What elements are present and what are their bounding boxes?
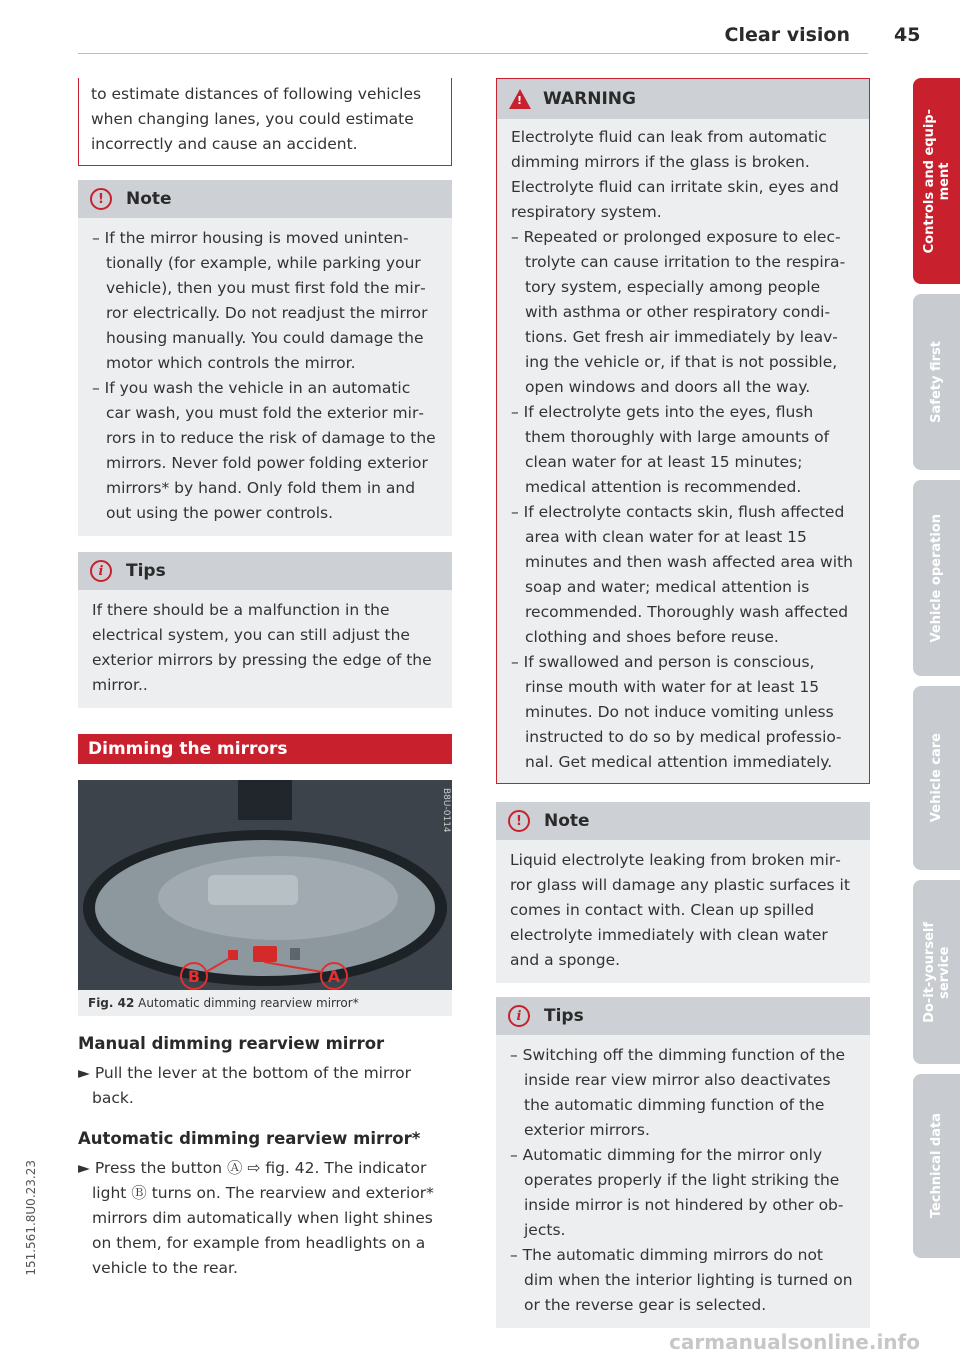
- right-column: [496, 78, 870, 1328]
- note-title-right: Note: [544, 811, 590, 831]
- tab-do-it-yourself-service[interactable]: [913, 880, 960, 1064]
- tab-vehicle-operation[interactable]: [913, 480, 960, 676]
- note-header: [78, 180, 452, 218]
- exclamation-circle-icon: !: [508, 810, 530, 832]
- figure-caption-text: Automatic dimming rearview mirror*: [138, 996, 359, 1010]
- tips-header-right: [496, 997, 870, 1035]
- manual-dimming-text: ► Pull the lever at the bottom of the mirror back.: [78, 1064, 411, 1107]
- tips-header: [78, 552, 452, 590]
- tips-body-right: [496, 1035, 870, 1328]
- left-column: [78, 78, 452, 1281]
- note-body-right: Liquid electrolyte leaking from broken mirror glass will damage any plastic surfaces it comes in contact with. Clean up spilled electrolyte immediately with clean water and a sponge.: [510, 851, 850, 969]
- note-item: – If you wash the vehicle in an automatic car wash, you must fold the exterior mirrors in to reduce the risk of damage to the mirrors. Never fold power folding exterior mirrors* by hand. Only fold them in and out using the power controls.: [92, 379, 436, 522]
- note-body: [78, 218, 452, 536]
- page-number: 45: [894, 24, 921, 46]
- warning-title: WARNING: [543, 89, 636, 109]
- mirror-figure: [78, 780, 452, 990]
- tips-title-right: Tips: [544, 1006, 584, 1026]
- mirror-illustration: [78, 780, 452, 990]
- note-box-right: [496, 802, 870, 983]
- note-title: Note: [126, 189, 172, 209]
- tab-technical-data[interactable]: [913, 1074, 960, 1258]
- note-box: [78, 180, 452, 536]
- warning-header: [497, 79, 869, 119]
- tab-vehicle-care[interactable]: [913, 686, 960, 870]
- watermark: carmanualsonline.info: [669, 1330, 920, 1354]
- tips-item: – Automatic dimming for the mirror only operates properly if the light striking the inside mirror is not hindered by other objects.: [510, 1146, 844, 1239]
- tips-box: [78, 552, 452, 708]
- warning-box: [496, 78, 870, 784]
- warning-triangle-icon: !: [509, 89, 531, 109]
- auto-dimming-text: ► Press the button Ⓐ ⇨ fig. 42. The indicator light Ⓑ turns on. The rearview and exterior* mirrors dim automatically when light shines on them, for example from headlights on a vehicle to the rear.: [78, 1159, 434, 1277]
- tips-body: If there should be a malfunction in the electrical system, you can still adjust the exterior mirrors by pressing the edge of the mirror..: [92, 601, 432, 694]
- header-rule: [78, 53, 868, 54]
- tab-label: Do-it-yourself service: [921, 921, 952, 1023]
- tips-box-right: [496, 997, 870, 1328]
- section-heading: Dimming the mirrors: [78, 734, 452, 764]
- figure-code: B8U-0114: [441, 788, 451, 833]
- figure-label-a: A: [327, 967, 341, 986]
- tips-item: – The automatic dimming mirrors do not dim when the interior lighting is turned on or the reverse gear is selected.: [510, 1246, 853, 1314]
- auto-dimming-heading: Automatic dimming rearview mirror*: [78, 1129, 421, 1148]
- warning-continuation: to estimate distances of following vehicles when changing lanes, you could estimate incorrectly and cause an accident.: [78, 78, 452, 166]
- note-header-right: [496, 802, 870, 840]
- figure-number: Fig. 42: [88, 996, 135, 1010]
- warning-item: – If electrolyte contacts skin, flush affected area with clean water for at least 15 minutes and then wash affected area with soap and water; medical attention is recommended. Thoroughly wash affected clothing and shoes before reuse.: [511, 503, 853, 646]
- tab-controls-and-equipment[interactable]: [913, 78, 960, 284]
- tips-item: – Switching off the dimming function of the inside rear view mirror also deactivates the automatic dimming function of the exterior mirrors.: [510, 1046, 846, 1139]
- figure-caption: [78, 990, 452, 1016]
- tab-label: Vehicle operation: [929, 513, 944, 643]
- warning-intro: Electrolyte fluid can leak from automatic dimming mirrors if the glass is broken. Electrolyte fluid can irritate skin, eyes and respiratory system.: [511, 128, 839, 221]
- exclamation-circle-icon: !: [90, 188, 112, 210]
- warning-body: [497, 119, 869, 783]
- tab-label: Vehicle care: [929, 733, 944, 823]
- tab-label: Controls and equip- ment: [921, 108, 952, 254]
- warning-item: – If swallowed and person is conscious, rinse mouth with water for at least 15 minutes. Do not induce vomiting unless instructed to do so by medical professional. Get medical attention immediately.: [511, 653, 842, 771]
- section-title: Clear vision: [724, 24, 850, 46]
- warning-item: – Repeated or prolonged exposure to electrolyte can cause irritation to the respiratory system, especially among people with asthma or other respiratory conditions. Get fresh air immediately by leaving the vehicle or, if that is not possible, open windows and doors all the way.: [511, 228, 846, 396]
- tips-title: Tips: [126, 561, 166, 581]
- figure-label-b: B: [187, 967, 201, 986]
- chapter-tabs: [913, 78, 960, 1268]
- tab-label: Safety first: [929, 341, 944, 423]
- manual-dimming-heading: Manual dimming rearview mirror: [78, 1034, 385, 1053]
- info-circle-icon: i: [90, 560, 112, 582]
- tab-label: Technical data: [929, 1113, 944, 1219]
- document-code: 151.561.8U0.23.23: [24, 1160, 38, 1276]
- note-item: – If the mirror housing is moved unintentionally (for example, while parking your vehicle), then you must first fold the mirror electrically. Do not readjust the mirror housing manually. You could damage the motor which controls the mirror.: [92, 229, 428, 372]
- warning-item: – If electrolyte gets into the eyes, flush them thoroughly with large amounts of clean water for at least 15 minutes; medical attention is recommended.: [511, 403, 830, 496]
- tab-safety-first[interactable]: [913, 294, 960, 470]
- info-circle-icon: i: [508, 1005, 530, 1027]
